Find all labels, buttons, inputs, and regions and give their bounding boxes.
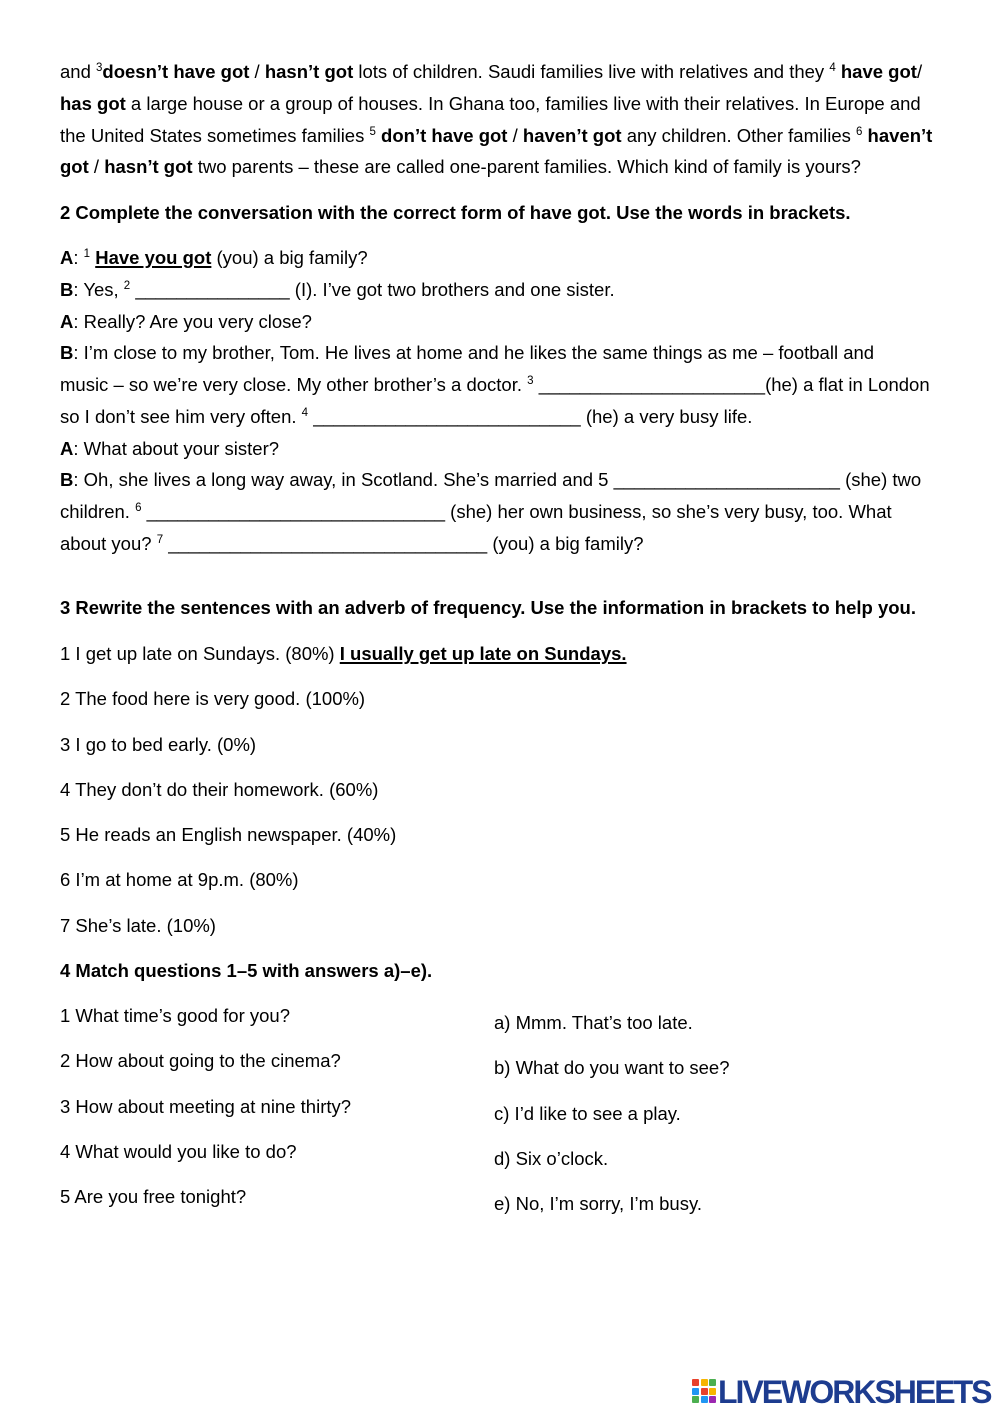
item-prompt: 2 The food here is very good. (100%) <box>60 688 366 710</box>
speaker-label: A <box>60 247 74 268</box>
exercise-heading: 3 Rewrite the sentences with an adverb of frequency. Use the information in brackets to help you. <box>60 597 916 618</box>
dialogue-line <box>60 274 930 306</box>
exercise-item <box>60 722 627 767</box>
choice-separator: / <box>916 61 923 82</box>
match-questions <box>60 993 351 1219</box>
match-question: 1 What time’s good for you? <box>60 1005 291 1026</box>
choice-separator: / <box>507 124 523 146</box>
answer-choice: haven’t <box>867 124 933 146</box>
speaker-label: A <box>60 437 74 459</box>
choice-separator: / <box>88 156 105 178</box>
dialogue-text: : I’m close to my brother, Tom. He lives at home and he likes the same things as me – football and <box>73 342 875 364</box>
logo-tile <box>692 1379 699 1386</box>
dialogue-line <box>60 337 930 369</box>
answer-blank: ______________________ <box>538 374 766 395</box>
dialogue <box>60 242 930 560</box>
dialogue-text: : Yes, <box>73 278 124 300</box>
answer-choice: got <box>60 156 89 178</box>
speaker-label: B <box>60 278 74 300</box>
answer-blank: _______________ <box>135 278 290 300</box>
answer-choice: has got <box>60 92 126 114</box>
dialogue-line <box>60 369 930 401</box>
match-answer: e) No, I’m sorry, I’m busy. <box>494 1193 702 1215</box>
dialogue-text: (you) a big family? <box>487 532 644 554</box>
exercise-item <box>60 631 627 676</box>
answer-blank: ______________________ <box>613 469 840 491</box>
gap-number: 3 <box>96 62 103 74</box>
logo-tile <box>692 1396 699 1403</box>
logo-tile <box>701 1388 708 1395</box>
match-question: 5 Are you free tonight? <box>60 1186 247 1208</box>
gap-number: 7 <box>156 533 164 546</box>
answer-choice: have got <box>840 61 917 82</box>
answer-blank: __________________________ <box>313 405 581 427</box>
dialogue-line <box>60 464 930 496</box>
example-answer: I usually get up late on Sundays. <box>339 643 627 664</box>
answer-blank: _______________________________ <box>168 532 488 554</box>
item-prompt: 3 I go to bed early. (0%) <box>60 733 257 755</box>
dialogue-text: (he) a flat in London <box>765 374 930 395</box>
gap-number: 6 <box>856 125 863 138</box>
logo-wordmark: LIVEWORKSHEETS <box>718 1374 991 1410</box>
item-prompt: 5 He reads an English newspaper. (40%) <box>60 824 397 846</box>
answer-blank: _____________________________ <box>146 501 446 522</box>
match-answers <box>494 1000 730 1226</box>
rewrite-list <box>60 631 627 948</box>
liveworksheets-logo <box>692 1376 992 1408</box>
exercise-item <box>60 676 627 721</box>
passage-text: two parents – these are called one-parent families. Which kind of family is yours? <box>192 156 861 178</box>
exercise-item <box>60 812 627 857</box>
answer-choice: doesn’t have got <box>102 61 250 82</box>
passage-text: any children. Other families <box>621 124 856 146</box>
gap-number: 4 <box>301 406 309 419</box>
logo-tile <box>709 1379 716 1386</box>
dialogue-text: : <box>73 247 84 268</box>
exercise-item <box>60 767 627 812</box>
match-question: 4 What would you like to do? <box>60 1140 297 1162</box>
passage-text: the United States sometimes families <box>60 124 370 146</box>
dialogue-line <box>60 433 930 465</box>
dialogue-line <box>60 306 930 338</box>
passage-line <box>60 56 932 88</box>
gap-number: 5 <box>369 125 376 138</box>
exercise-item <box>60 857 627 902</box>
dialogue-text: (she) two <box>839 469 922 491</box>
logo-tile <box>701 1396 708 1403</box>
match-answer: b) What do you want to see? <box>494 1057 730 1079</box>
passage-text: lots of children. Saudi families live with relatives and they <box>353 61 830 82</box>
gap-number: 3 <box>527 375 534 387</box>
dialogue-line <box>60 496 930 528</box>
answer-choice: don’t have got <box>381 124 508 146</box>
match-question: 3 How about meeting at nine thirty? <box>60 1095 352 1117</box>
match-answer: d) Six o’clock. <box>494 1147 609 1169</box>
logo-tile <box>692 1388 699 1395</box>
item-prompt: 6 I’m at home at 9p.m. (80%) <box>60 869 299 891</box>
dialogue-text: (you) a big family? <box>211 247 368 268</box>
liveworksheets-logo-icon <box>692 1379 716 1403</box>
match-answer: a) Mmm. That’s too late. <box>494 1012 693 1033</box>
dialogue-line <box>60 528 930 560</box>
gap-number: 2 <box>123 279 131 292</box>
dialogue-text: about you? <box>60 532 157 554</box>
item-prompt: 4 They don’t do their homework. (60%) <box>60 778 379 800</box>
exercise-heading: 4 Match questions 1–5 with answers a)–e). <box>60 960 433 981</box>
dialogue-text: (I). I’ve got two brothers and one sister. <box>289 278 615 300</box>
dialogue-text: (he) a very busy life. <box>580 405 753 427</box>
passage-line <box>60 120 932 152</box>
dialogue-text: : Oh, she lives a long way away, in Scotland. She’s married and 5 <box>73 469 614 491</box>
exercise-heading: 2 Complete the conversation with the correct form of have got. Use the words in brackets. <box>60 202 851 223</box>
dialogue-text: music – so we’re very close. My other brother’s a doctor. <box>60 374 528 395</box>
gap-number: 4 <box>829 62 836 74</box>
match-answer: c) I’d like to see a play. <box>494 1102 681 1124</box>
dialogue-line <box>60 401 930 433</box>
dialogue-line <box>60 242 930 274</box>
item-prompt: 7 She’s late. (10%) <box>60 914 216 936</box>
dialogue-text: : What about your sister? <box>73 437 280 459</box>
item-prompt: 1 I get up late on Sundays. (80%) <box>60 643 335 664</box>
speaker-label: B <box>60 469 74 491</box>
logo-tile <box>701 1379 708 1386</box>
reading-passage <box>60 56 932 183</box>
passage-text: a large house or a group of houses. In Ghana too, families live with their relatives. In Europe and <box>125 92 921 114</box>
passage-text: and <box>60 61 97 82</box>
speaker-label: A <box>60 310 74 332</box>
passage-line <box>60 88 932 120</box>
match-question: 2 How about going to the cinema? <box>60 1050 341 1072</box>
answer-choice: hasn’t got <box>264 61 354 82</box>
choice-separator: / <box>249 61 265 82</box>
dialogue-text: so I don’t see him very often. <box>60 405 302 427</box>
speaker-label: B <box>60 342 74 364</box>
exercise-item <box>60 903 627 948</box>
passage-line <box>60 151 932 183</box>
gap-number: 1 <box>83 248 91 260</box>
dialogue-text: : Really? Are you very close? <box>73 310 312 332</box>
example-answer: Have you got <box>95 247 212 268</box>
answer-choice: hasn’t got <box>104 156 193 178</box>
gap-number: 6 <box>135 502 142 514</box>
logo-tile <box>709 1396 716 1403</box>
dialogue-text: children. <box>60 501 136 522</box>
dialogue-text: (she) her own business, so she’s very busy, too. What <box>445 501 892 522</box>
answer-choice: haven’t got <box>522 124 622 146</box>
logo-tile <box>709 1388 716 1395</box>
